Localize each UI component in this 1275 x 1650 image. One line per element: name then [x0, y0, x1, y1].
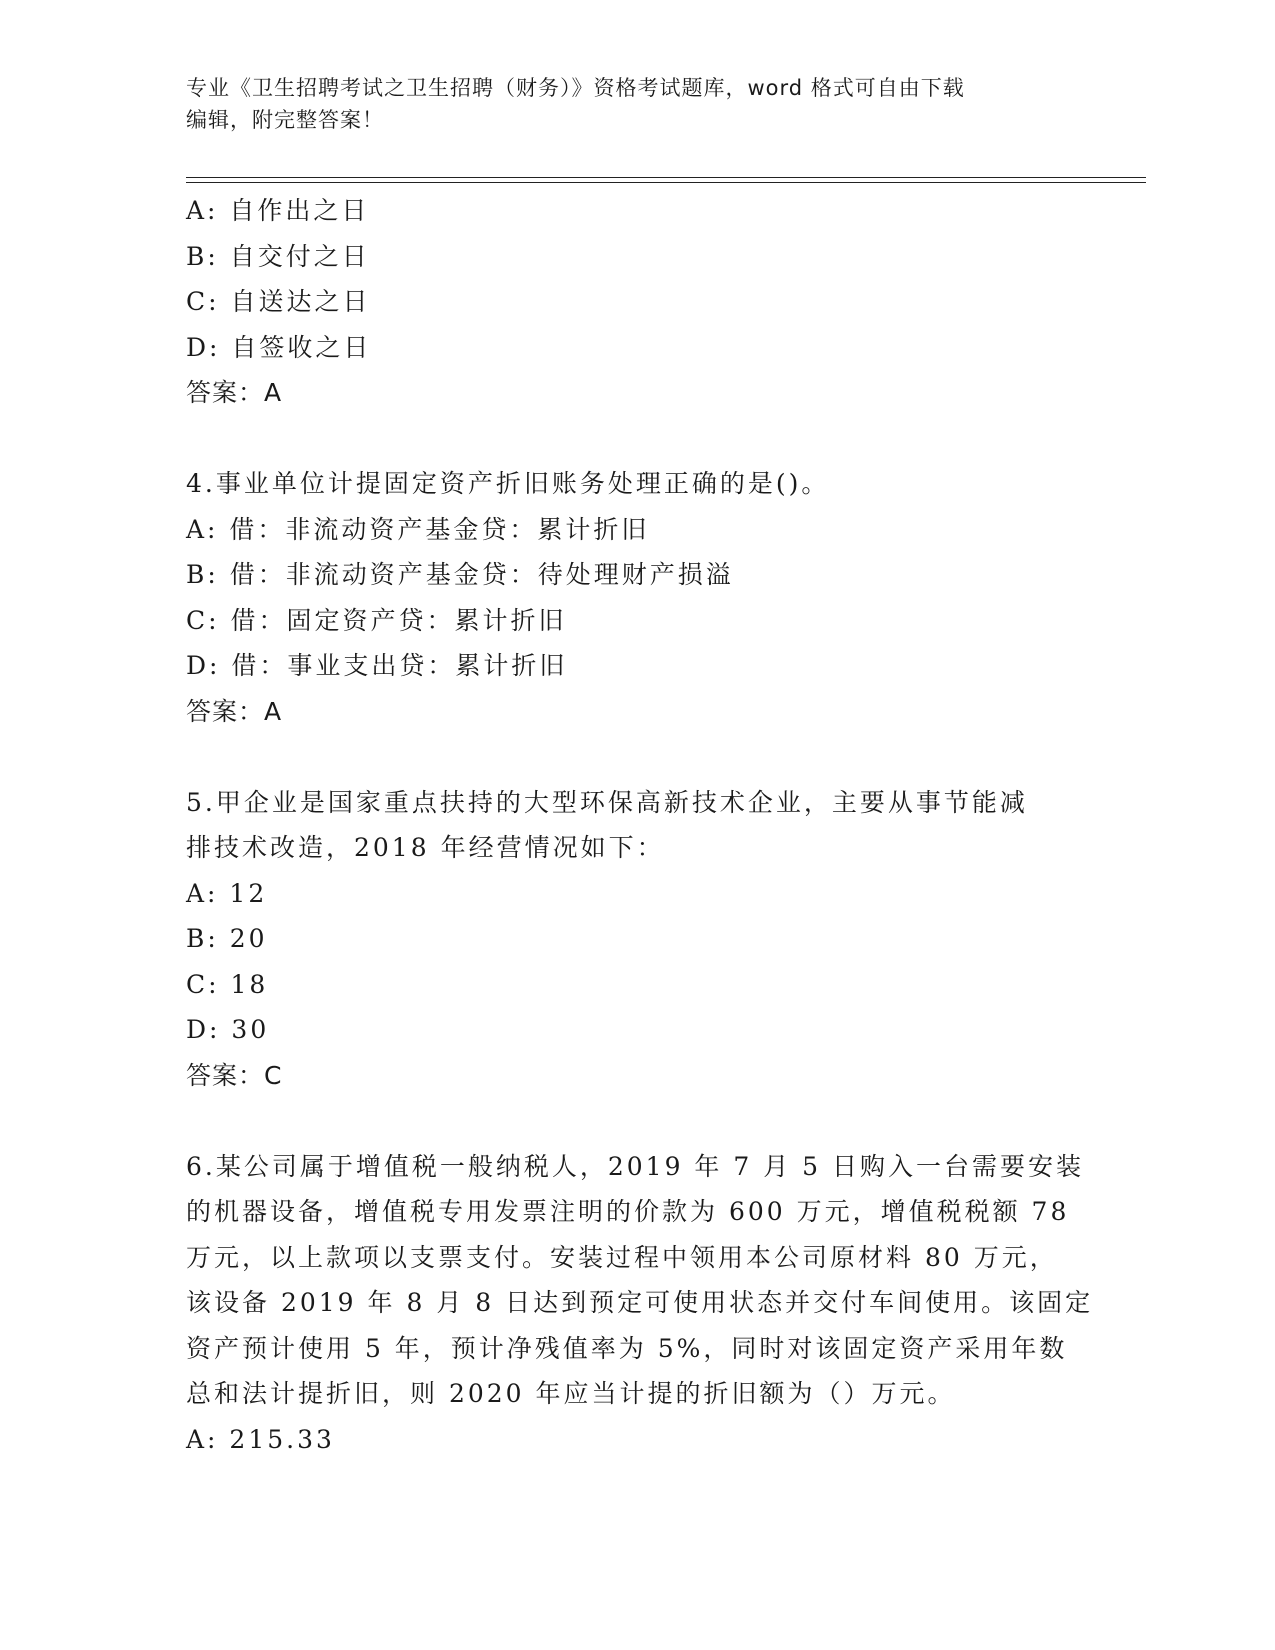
q3-option-a: A: 自作出之日 [186, 196, 370, 225]
q6-stem-line-6: 总和法计提折旧，则 2020 年应当计提的折旧额为（）万元。 [186, 1379, 956, 1408]
q3-option-d: D: 自签收之日 [186, 332, 372, 362]
header-line-1: 专业《卫生招聘考试之卫生招聘（财务）》资格考试题库，word 格式可自由下载 [186, 76, 965, 100]
question-content [186, 188, 1094, 1462]
q6-stem-line-2: 的机器设备，增值税专用发票注明的价款为 600 万元，增值税税额 78 [186, 1197, 1070, 1226]
q4-option-a: A: 借：非流动资产基金贷：累计折旧 [186, 514, 650, 544]
q4-option-d: D: 借：事业支出贷：累计折旧 [186, 651, 568, 680]
q3-option-c: C: 自送达之日 [186, 287, 371, 316]
header-divider-bottom [186, 182, 1146, 183]
q3-answer: 答案：A [186, 378, 283, 407]
question-3 [186, 188, 1066, 416]
document-header [186, 72, 1066, 136]
q5-option-b: B: 20 [186, 924, 268, 953]
q5-answer: 答案：C [186, 1060, 283, 1090]
question-5 [186, 780, 1066, 1099]
spacer [186, 1098, 1066, 1144]
q6-stem-line-3: 万元，以上款项以支票支付。安装过程中领用本公司原材料 80 万元， [186, 1242, 1058, 1272]
q5-option-d: D: 30 [186, 1015, 270, 1044]
q4-option-b: B: 借：非流动资产基金贷：待处理财产损溢 [186, 560, 734, 589]
spacer [186, 416, 1066, 462]
header-divider-top [186, 177, 1146, 178]
q5-option-c: C: 18 [186, 969, 269, 999]
q4-stem: 4.事业单位计提固定资产折旧账务处理正确的是()。 [186, 469, 830, 498]
q6-stem-line-4: 该设备 2019 年 8 月 8 日达到预定可使用状态并交付车间使用。该固定 [186, 1288, 1094, 1317]
q5-stem-line-1: 5.甲企业是国家重点扶持的大型环保高新技术企业，主要从事节能减 [186, 787, 1028, 817]
q3-option-b: B: 自交付之日 [186, 241, 370, 271]
q4-answer: 答案：A [186, 696, 283, 726]
q6-option-a: A: 215.33 [186, 1424, 335, 1454]
question-6 [186, 1144, 1094, 1463]
question-4 [186, 461, 1066, 734]
header-line-2: 编辑，附完整答案！ [186, 108, 384, 132]
q4-option-c: C: 借：固定资产贷：累计折旧 [186, 605, 567, 635]
q6-stem-line-5: 资产预计使用 5 年，预计净残值率为 5%，同时对该固定资产采用年数 [186, 1333, 1068, 1363]
q5-stem-line-2: 排技术改造，2018 年经营情况如下： [186, 833, 665, 862]
q5-option-a: A: 12 [186, 878, 268, 908]
spacer [186, 734, 1066, 780]
q6-stem-line-1: 6.某公司属于增值税一般纳税人，2019 年 7 月 5 日购入一台需要安装 [186, 1151, 1085, 1181]
